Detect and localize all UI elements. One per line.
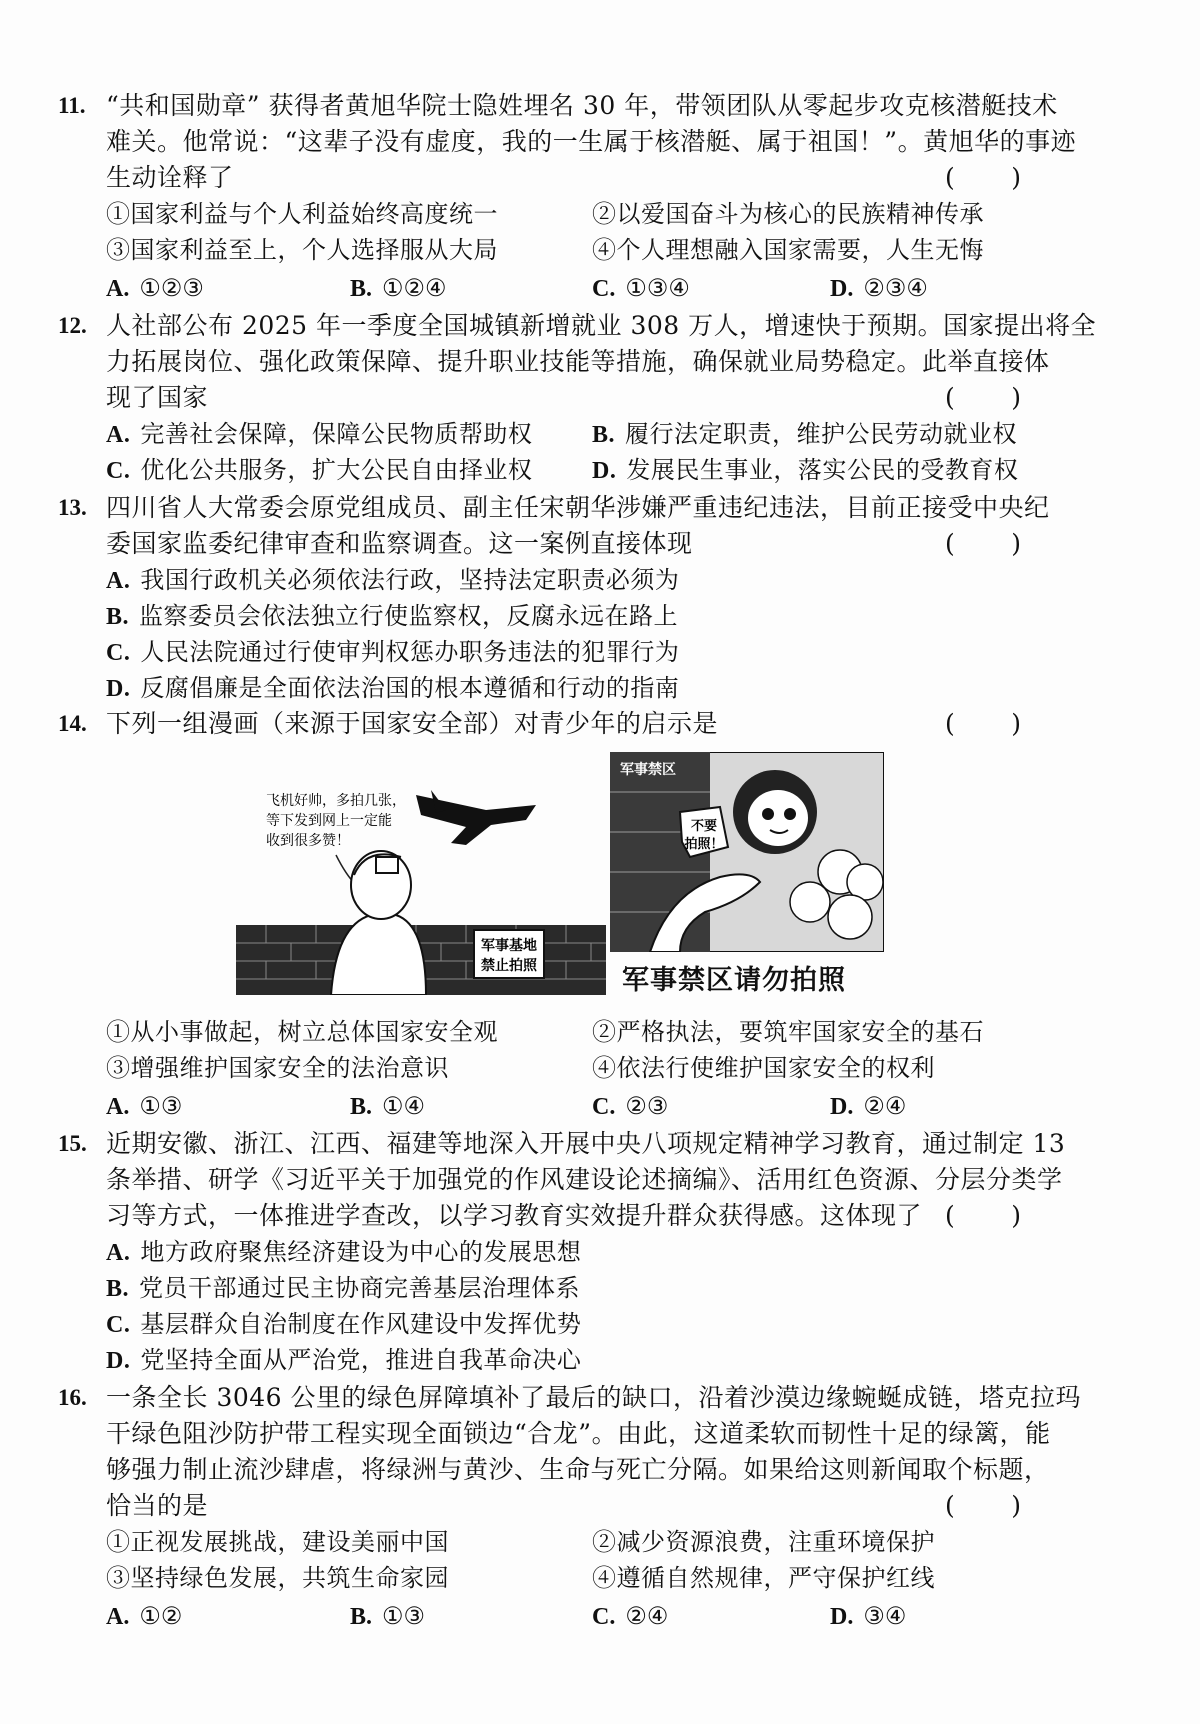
svg-text:军事基地: 军事基地: [481, 938, 537, 954]
answer-paren: ( ): [945, 163, 1021, 192]
question-text: 条举措、研学《习近平关于加强党的作风建设论述摘编》、活用红色资源、分层分类学: [106, 1165, 1063, 1194]
answer-choice[interactable]: D. 党坚持全面从严治党，推进自我革命决心: [106, 1346, 582, 1374]
speech-line: 收到很多赞！: [266, 833, 350, 849]
question-text: 习等方式，一体推进学查改，以学习教育实效提升群众获得感。这体现了: [106, 1201, 923, 1230]
answer-choice[interactable]: C. ①③④: [592, 274, 690, 302]
answer-paren: ( ): [945, 383, 1021, 412]
answer-choice[interactable]: B. 监察委员会依法独立行使监察权，反腐永远在路上: [106, 602, 679, 630]
statement: ①正视发展挑战，建设美丽中国: [106, 1528, 449, 1556]
statement: ③国家利益至上，个人选择服从大局: [106, 236, 498, 264]
question-text: “共和国勋章” 获得者黄旭华院士隐姓埋名 30 年，带领团队从零起步攻克核潜艇技术: [106, 91, 1058, 120]
question-text: 力拓展岗位、强化政策保障、提升职业技能等措施，确保就业局势稳定。此举直接体: [106, 347, 1050, 376]
question-text: 下列一组漫画（来源于国家安全部）对青少年的启示是: [106, 709, 719, 738]
answer-choice[interactable]: C. 优化公共服务，扩大公民自由择业权: [106, 456, 533, 484]
answer-choice[interactable]: D. 发展民生事业，落实公民的受教育权: [592, 456, 1019, 484]
question-number: 11.: [58, 93, 86, 118]
answer-choice[interactable]: A. ①②: [106, 1602, 183, 1630]
answer-choice[interactable]: C. ②④: [592, 1602, 669, 1630]
answer-choice[interactable]: B. ①②④: [350, 274, 447, 302]
answer-choice[interactable]: C. 基层群众自治制度在作风建设中发挥优势: [106, 1310, 582, 1338]
statement: ②减少资源浪费，注重环境保护: [592, 1528, 935, 1556]
answer-paren: ( ): [945, 1491, 1021, 1520]
question-number: 12.: [58, 313, 87, 338]
question-text: 一条全长 3046 公里的绿色屏障填补了最后的缺口，沿着沙漠边缘蜿蜒成链，塔克拉玛: [106, 1383, 1082, 1412]
answer-choice[interactable]: D. ②③④: [830, 274, 928, 302]
answer-choice[interactable]: A. 完善社会保障，保障公民物质帮助权: [106, 420, 533, 448]
speech-line: 飞机好帅，多拍几张，: [266, 793, 406, 809]
speech-line: 等下发到网上一定能: [266, 813, 392, 829]
answer-choice[interactable]: B. 党员干部通过民主协商完善基层治理体系: [106, 1274, 581, 1302]
comic-left-panel: [236, 765, 606, 995]
answer-choice[interactable]: C. 人民法院通过行使审判权惩办职务违法的犯罪行为: [106, 638, 680, 666]
answer-choice[interactable]: A. 地方政府聚焦经济建设为中心的发展思想: [106, 1238, 582, 1266]
question-text: 近期安徽、浙江、江西、福建等地深入开展中央八项规定精神学习教育，通过制定 13: [106, 1129, 1066, 1158]
answer-choice[interactable]: D. ②④: [830, 1092, 907, 1120]
svg-text:拍照！: 拍照！: [684, 837, 724, 852]
zone-sign: 军事禁区: [620, 762, 676, 778]
question-text: 干绿色阻沙防护带工程实现全面锁边“合龙”。由此，这道柔软而韧性十足的绿篱，能: [106, 1419, 1051, 1448]
statement: ④个人理想融入国家需要，人生无悔: [592, 236, 984, 264]
statement: ④遵循自然规律，严守保护红线: [592, 1564, 935, 1592]
comic-left-drawing: [236, 765, 606, 995]
answer-choice[interactable]: A. ①③: [106, 1092, 183, 1120]
statement: ①国家利益与个人利益始终高度统一: [106, 200, 498, 228]
answer-choice[interactable]: B. ①③: [350, 1602, 426, 1630]
answer-choice[interactable]: D. ③④: [830, 1602, 907, 1630]
question-text: 够强力制止流沙肆虐，将绿洲与黄沙、生命与死亡分隔。如果给这则新闻取个标题，: [106, 1455, 1050, 1484]
question-text: 生动诠释了: [106, 163, 234, 192]
svg-text:不要: 不要: [690, 819, 718, 834]
comic-right-panel: [610, 752, 884, 952]
question-number: 13.: [58, 495, 87, 520]
jet-icon: [416, 790, 536, 845]
question-text: 现了国家: [106, 383, 209, 412]
statement: ③增强维护国家安全的法治意识: [106, 1054, 449, 1082]
question-number: 14.: [58, 711, 87, 736]
svg-text:禁止拍照: 禁止拍照: [481, 958, 537, 974]
comic-right-drawing: [610, 752, 884, 952]
statement: ②以爱国奋斗为核心的民族精神传承: [592, 200, 984, 228]
statement: ②严格执法，要筑牢国家安全的基石: [592, 1018, 984, 1046]
comic-caption: 军事禁区请勿拍照: [622, 965, 846, 996]
phone-icon: [376, 857, 398, 873]
mascot-illustration: [733, 770, 817, 854]
statement: ①从小事做起，树立总体国家安全观: [106, 1018, 498, 1046]
question-text: 四川省人大常委会原党组成员、副主任宋朝华涉嫌严重违纪违法，目前正接受中央纪: [106, 493, 1050, 522]
answer-paren: ( ): [945, 709, 1021, 738]
statement: ③坚持绿色发展，共筑生命家园: [106, 1564, 449, 1592]
question-text: 恰当的是: [106, 1491, 209, 1520]
warning-bubble: [680, 807, 728, 857]
wall-sign: [474, 930, 544, 978]
question-text: 人社部公布 2025 年一季度全国城镇新增就业 308 万人，增速快于预期。国家提出将全: [106, 311, 1097, 340]
question-text: 委国家监委纪律审查和监察调查。这一案例直接体现: [106, 529, 693, 558]
answer-choice[interactable]: A. ①②③: [106, 274, 204, 302]
answer-choice[interactable]: D. 反腐倡廉是全面依法治国的根本遵循和行动的指南: [106, 674, 680, 702]
answer-choice[interactable]: B. ①④: [350, 1092, 426, 1120]
question-number: 16.: [58, 1385, 87, 1410]
statement: ④依法行使维护国家安全的权利: [592, 1054, 935, 1082]
question-text: 难关。他常说：“这辈子没有虚度，我的一生属于核潜艇、属于祖国！”。黄旭华的事迹: [106, 127, 1077, 156]
answer-choice[interactable]: C. ②③: [592, 1092, 669, 1120]
answer-choice[interactable]: A. 我国行政机关必须依法行政，坚持法定职责必须为: [106, 566, 680, 594]
question-number: 15.: [58, 1131, 87, 1156]
answer-paren: ( ): [945, 529, 1021, 558]
answer-choice[interactable]: B. 履行法定职责，维护公民劳动就业权: [592, 420, 1018, 448]
answer-paren: ( ): [945, 1201, 1021, 1230]
